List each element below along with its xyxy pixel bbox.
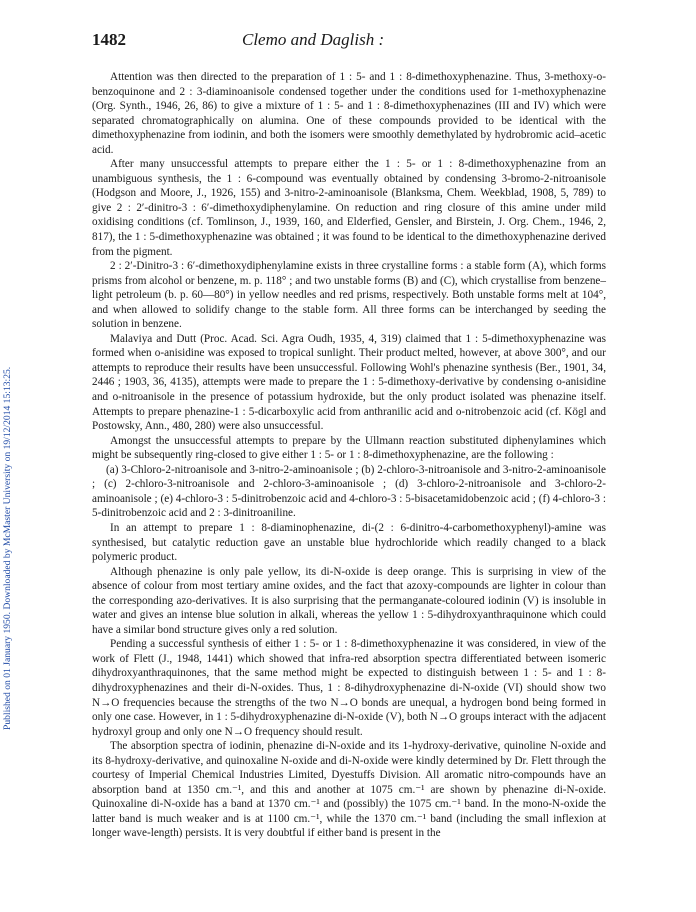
running-head: Clemo and Daglish : [242,30,385,49]
paragraph: Attention was then directed to the preparation of 1 : 5- and 1 : 8-dimethoxyphenazine. Thus, 3-methoxy-o-benzoquinone and 2 : 3-diaminoanisole condensed together under the conditions used for 1-methoxyphenazine (Org. Synth., 1946, 26, 86) to give a mixture of 1 : 5- and 1 : 8-dimethoxyphenazines (III and IV) which were separated chromatographically on alumina. One of these compounds provided to be identical with the dimethoxyphenazine from iodinin, and both the isomers were smoothly demethylated by hydrobromic acid–acetic acid. [92,71,606,156]
paragraph-list: (a) 3-Chloro-2-nitroanisole and 3-nitro-2-aminoanisole ; (b) 2-chloro-3-nitroanisole and 3-nitro-2-aminoanisole ; (c) 2-chloro-3-nitroanisole and 2-chloro-3-aminoanisole ; (d) 3-chloro-2-nitroanisole and 3-chloro-2-aminoanisole ; (e) 4-chloro-3 : 5-dinitrobenzoic acid and 4-chloro-3 : 5-bisacetamidobenzoic acid ; (f) 4-chloro-3 : 5-dinitrobenzoic acid and 2 : 3-dinitroaniline. [92,463,606,520]
paragraph: 2 : 2′-Dinitro-3 : 6′-dimethoxydiphenylamine exists in three crystalline forms : a stable form (A), which forms prisms from alcohol or benzene, m. p. 118° ; and two unstable forms (B) and (C), which crystallise from benzene–light petroleum (b. p. 60—80°) in yellow needles and red prisms, respectively. Both unstable forms melt at 104°, and when allowed to solidify change to the stable form. All three forms can be interchanged by seeding the solution in benzene. [92,260,606,331]
paragraph: In an attempt to prepare 1 : 8-diaminophenazine, di-(2 : 6-dinitro-4-carbomethoxyphenyl)-amine was synthesised, but catalytic reduction gave an unstable blue hydrochloride which readily changed to a black polymeric product. [92,521,606,564]
article-body [92,70,606,841]
paragraph: Although phenazine is only pale yellow, its di-N-oxide is deep orange. This is surprising in view of the absence of colour from most tertiary amine oxides, and the fact that azoxy-compounds are lighter in colour than the corresponding azo-derivatives. It is also surprising that the permanganate-coloured iodinin (V) is insoluble in water and gives an intense blue solution in alkali, whereas the yellow 1 : 5-dihydroxyanthraquinone which could have a similar bond structure gives only a red solution. [92,565,606,636]
paragraph: Amongst the unsuccessful attempts to prepare by the Ullmann reaction substituted diphenylamines which might be subsequently ring-closed to give either 1 : 5- or 1 : 8-dimethoxyphenazine, are the following : [92,434,606,462]
paragraph: Pending a successful synthesis of either 1 : 5- or 1 : 8-dimethoxyphenazine it was considered, in view of the work of Flett (J., 1948, 1441) which showed that infra-red absorption spectra differentiated between isomeric dihydroxyanthraquinones, that the same method might be expected to distinguish between 1 : 5- and 1 : 8-dihydroxyphenazines and their di-N-oxides. Thus, 1 : 8-dihydroxyphenazine di-N-oxide (VI) should show two N→O frequencies because the strengths of the two N→O bonds are unequal, a hydrogen bond being formed in only one case. However, in 1 : 5-dihydroxyphenazine di-N-oxide (V), both N→O groups interact with the adjacent hydroxyl group and only one N→O frequency should result. [92,638,606,738]
paragraph: Malaviya and Dutt (Proc. Acad. Sci. Agra Oudh, 1935, 4, 319) claimed that 1 : 5-dimethoxyphenazine was formed when o-anisidine was exposed to tropical sunlight. Their product melted, however, at above 300°, and our attempts to reproduce their results have been unsuccessful. Following Wohl's phenazine synthesis (Ber., 1901, 34, 2446 ; 1903, 36, 4135), attempts were made to prepare the 1 : 5-dimethoxy-derivative by condensing o-anisidine and o-nitroanisole in the presence of potassium hydroxide, but the only product isolated was phenazine itself. Attempts to prepare phenazine-1 : 5-dicarboxylic acid from anthranilic acid and o-nitrobenzoic acid (cf. Kögl and Postowsky, Ann., 480, 280) were also unsuccessful. [92,332,606,433]
page-header [92,30,612,56]
paragraph: The absorption spectra of iodinin, phenazine di-N-oxide and its 1-hydroxy-derivative, quinoline N-oxide and its 8-hydroxy-derivative, and quinoxaline N-oxide and di-N-oxide were kindly determined by Dr. Flett through the courtesy of Imperial Chemical Industries Limited, Dyestuffs Division. All aromatic nitro-compounds have an absorption band at 1350 cm.⁻¹, and this and another at 1075 cm.⁻¹ are shown by phenazine di-N-oxide. Quinoxaline di-N-oxide has a band at 1370 cm.⁻¹ and (possibly) the 1075 cm.⁻¹ band. In the mono-N-oxide the latter band is much weaker and is at 1100 cm.⁻¹, while the 1370 cm.⁻¹ band (including the small inflexion at longer wave-length) persists. It is very doubtful if either band is present in the [92,740,606,840]
download-watermark-text: Published on 01 January 1950. Downloaded by McMaster University on 19/12/2014 15:13:25. [2,366,13,730]
download-watermark [0,150,18,730]
paragraph: After many unsuccessful attempts to prepare either the 1 : 5- or 1 : 8-dimethoxyphenazine from an unambiguous synthesis, the 1 : 6-compound was eventually obtained by condensing 3-bromo-2-nitroanisole (Hodgson and Moore, J., 1926, 155) and 3-nitro-2-aminoanisole (Blanksma, Chem. Weekblad, 1908, 5, 789) to give 2 : 2′-dinitro-3 : 6′-dimethoxydiphenylamine. On reduction and ring closure of this amine under mild oxidising conditions (cf. Tomlinson, J., 1939, 160, and Elderfied, Gensler, and Birstein, J. Org. Chem., 1946, 2, 817), the 1 : 5-dimethoxyphenazine was obtained ; it was found to be identical to the dimethoxyphenazine derived from the pigment. [92,158,606,258]
page-number: 1482 [92,30,126,49]
